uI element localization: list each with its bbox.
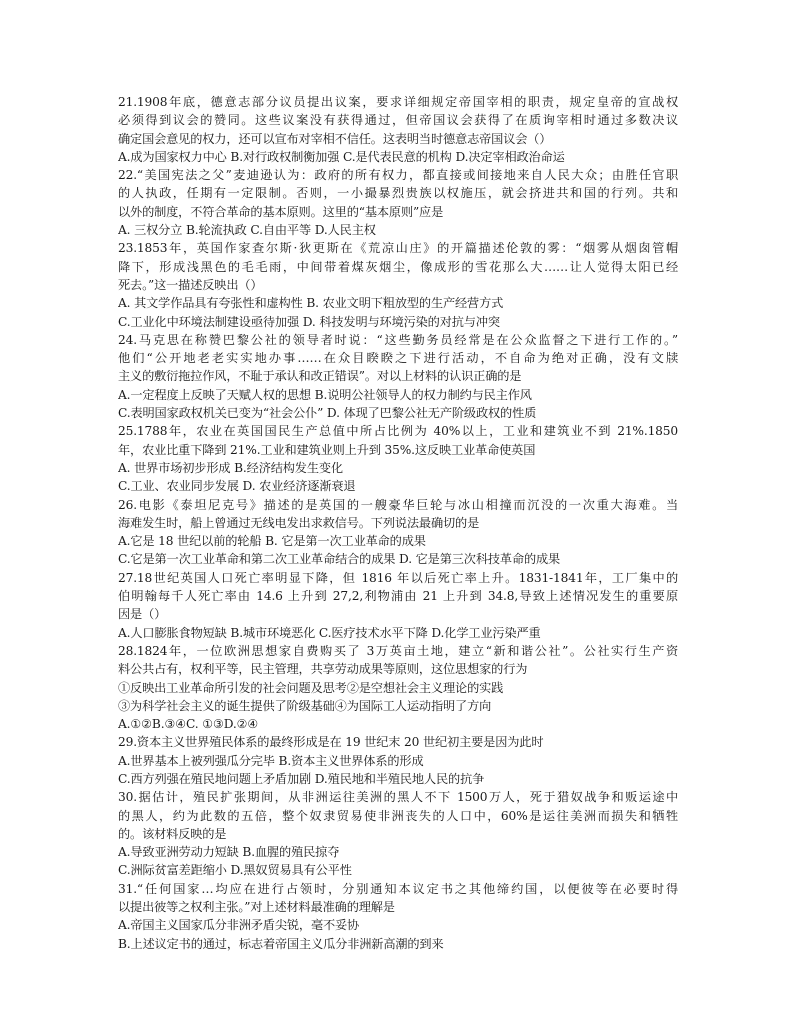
text-line: A.世界基本上被列强瓜分完毕 B.资本主义世界体系的形成 <box>118 753 424 768</box>
text-line: 22.“美国宪法之父”麦迪逊认为：政府的所有权力，都直接或间接地来自人民大众；由胜任官职 <box>118 168 678 183</box>
text-line: 因是（） <box>118 607 167 622</box>
text-line: 他们“公开地老老实实地办事……在众目睽睽之下进行活动，不自命为绝对正确，没有文牍 <box>118 351 678 366</box>
text-line: 28.1824年，一位欧洲思想家自费购买了 3万英亩土地，建立“新和谐公社”。公社实行生产资 <box>118 643 678 658</box>
text-line: C.表明国家政权机关已变为“社会公仆” D. 体现了巴黎公社无产阶级政权的性质 <box>118 406 537 421</box>
text-line: 海难发生时，船上曾通过无线电发出求救信号。下列说法最确切的是 <box>118 515 480 530</box>
text-line: 死去。”这一描述反映出（） <box>118 277 263 292</box>
text-line: A.①②B.③④C. ①③D.②④ <box>118 717 259 732</box>
text-line: ①反映出工业革命所引发的社会问题及思考②是空想社会主义理论的实践 <box>118 680 504 695</box>
text-line: A.帝国主义国家瓜分非洲矛盾尖锐，毫不妥协 <box>118 918 360 933</box>
text-line: C.西方列强在殖民地问题上矛盾加剧 D.殖民地和半殖民地人民的抗争 <box>118 771 485 786</box>
text-line: 的。该材料反映的是 <box>118 826 227 841</box>
text-line: 的黑人，约为此数的五倍，整个奴隶贸易使非洲丧失的人口中，60%是运往美洲而损失和牺牲 <box>118 808 678 823</box>
text-line: 的人执政，任期有一定限制。否则，一小撮暴烈贵族以权施压，就会挤进共和国的行列。共和 <box>118 186 678 201</box>
text-line: B.上述议定书的通过，标志着帝国主义瓜分非洲新高潮的到来 <box>118 936 444 951</box>
text-line: 23.1853年，英国作家查尔斯·狄更斯在《荒凉山庄》的开篇描述伦敦的雾：“烟雾从烟囱管帽 <box>118 241 678 256</box>
text-line: 30.据估计，殖民扩张期间，从非洲运往美洲的黑人不下 1500万人，死于猎奴战争和贩运途中 <box>118 790 678 805</box>
text-line: 必须得到议会的赞同。这些议案没有获得通过，但帝国议会获得了在质询宰相时通过多数决议 <box>118 113 678 128</box>
text-line: 伯明翰每千人死亡率由 14.6 上升到 27,2,利物浦由 21 上升到 34.8,导致上述情况发生的重要原 <box>118 589 678 604</box>
text-line: 主义的敷衍拖拉作风，不耻于承认和改正错误”。对以上材料的认识正确的是 <box>118 369 522 384</box>
text-line: 26.电影《泰坦尼克号》描述的是英国的一艘豪华巨轮与冰山相撞而沉没的一次重大海难。当 <box>118 497 678 512</box>
text-line: A.导致亚洲劳动力短缺 B.血腥的殖民掠夺 <box>118 845 340 860</box>
text-line: A.一定程度上反映了天赋人权的思想 B.说明公社领导人的权力制约与民主作风 <box>118 387 532 402</box>
text-line: C.工业、农业同步发展 D. 农业经济逐渐衰退 <box>118 479 356 494</box>
text-line: 料公共占有，权利平等，民主管理，共享劳动成果等原则，这位思想家的行为 <box>118 662 528 677</box>
text-line: A.它是 18 世纪以前的轮船 B. 它是第一次工业革命的成果 <box>118 534 426 549</box>
text-line: C.它是第一次工业革命和第二次工业革命结合的成果 D. 它是第三次科技革命的成果 <box>118 552 561 567</box>
text-line: 31.“任何国家…均应在进行占领时，分别通知本议定书之其他缔约国，以便彼等在必要时得 <box>118 881 678 896</box>
text-line: ③为科学社会主义的诞生提供了阶级基础④为国际工人运动指明了方向 <box>118 698 492 713</box>
text-line: A.成为国家权力中心 B.对行政权制衡加强 C.是代表民意的机构 D.决定宰相政治命运 <box>118 149 565 164</box>
text-line: A. 三权分立 B.轮流执政 C.自由平等 D.人民主权 <box>118 223 376 238</box>
text-line: A.人口膨胀食物短缺 B.城市环境恶化 C.医疗技术水平下降 D.化学工业污染严重 <box>118 625 541 640</box>
exam-page <box>118 93 678 953</box>
text-line: 确定国会意见的权力，还可以宣布对宰相不信任。这表明当时德意志帝国议会（） <box>118 131 552 146</box>
text-line: 年，农业比重下降到 21%.工业和建筑业则上升到 35%.这反映工业革命使英国 <box>118 442 536 457</box>
text-line: 降下，形成浅黑色的毛毛雨，中间带着煤灰烟尘，像成形的雪花那么大……让人觉得太阳已经 <box>118 259 678 274</box>
text-line: C.工业化中环境法制建设亟待加强 D. 科技发明与环境污染的对抗与冲突 <box>118 314 500 329</box>
text-line: 以外的制度，不符合革命的基本原则。这里的“基本原则”应是 <box>118 204 444 219</box>
text-line: 24.马克思在称赞巴黎公社的领导者时说：“这些勤务员经常是在公众监督之下进行工作的。” <box>118 332 678 347</box>
text-line: 以提出彼等之权利主张。”对上述材料最准确的理解是 <box>118 900 395 915</box>
text-line: C.洲际贫富差距缩小 D.黑奴贸易具有公平性 <box>118 863 352 878</box>
text-line: 27.18世纪英国人口死亡率明显下降，但 1816 年以后死亡率上升。1831-1841年，工厂集中的 <box>118 570 678 585</box>
text-line: 25.1788年，农业在英国国民生产总值中所占比例为 40%以上，工业和建筑业不到 21%.1850 <box>118 424 678 439</box>
text-line: A. 世界市场初步形成 B.经济结构发生变化 <box>118 460 343 475</box>
text-line: A. 其文学作品具有夸张性和虚构性 B. 农业文明下粗放型的生产经营方式 <box>118 296 504 311</box>
text-line: 29.资本主义世界殖民体系的最终形成是在 19 世纪末 20 世纪初主要是因为此时 <box>118 735 544 750</box>
text-line: 21.1908年底，德意志部分议员提出议案，要求详细规定帝国宰相的职责，规定皇帝的宣战权 <box>118 95 678 109</box>
